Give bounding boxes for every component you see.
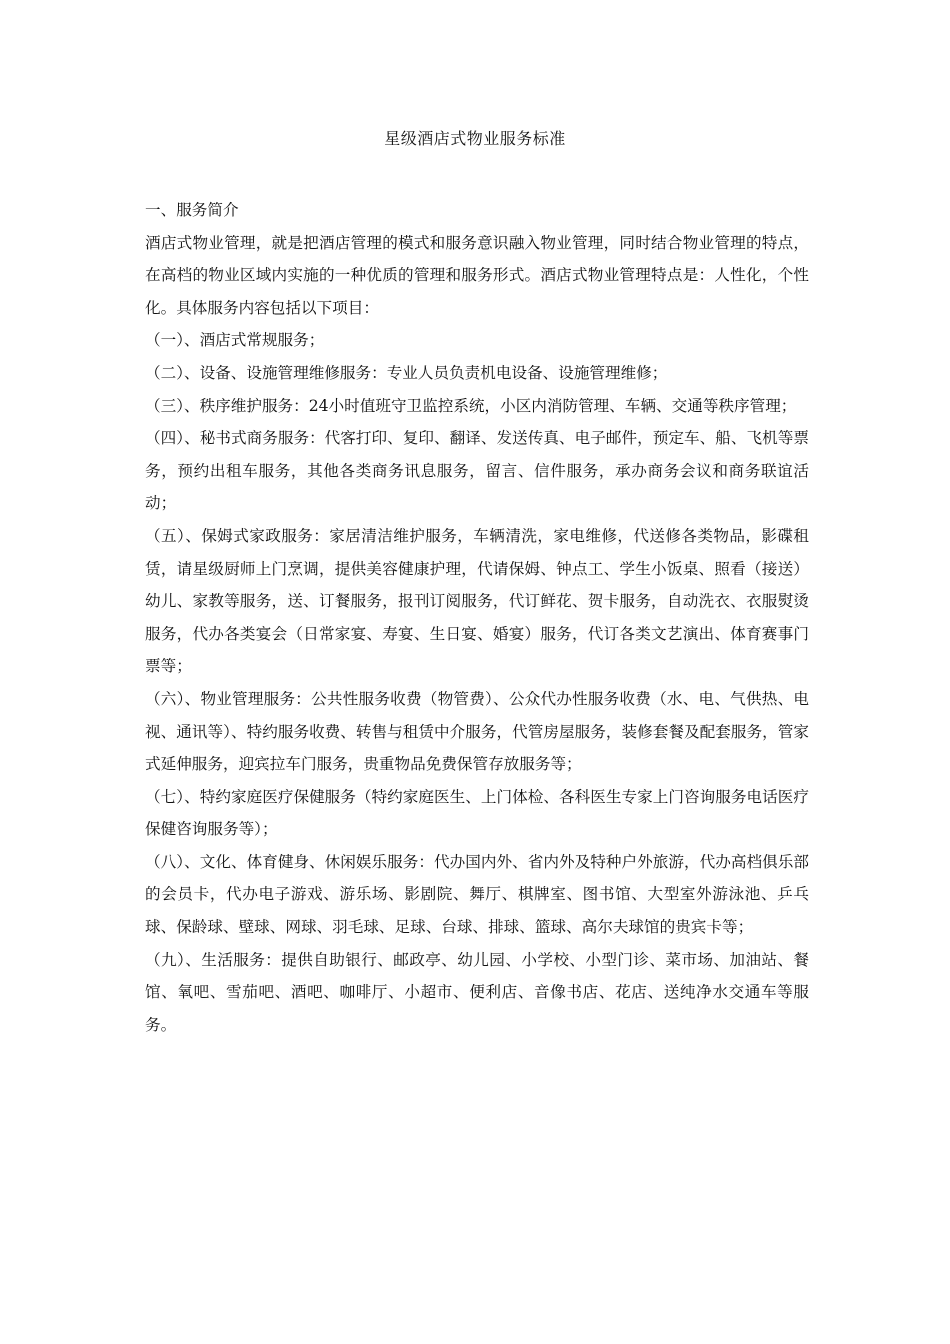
document-title: 星级酒店式物业服务标准: [384, 129, 566, 148]
paragraph-item-8: （八）、文化、体育健身、休闲娱乐服务：代办国内外、省内外及特种户外旅游，代办高档俱乐部的会员卡，代办电子游戏、游乐场、影剧院、舞厅、棋牌室、图书馆、大型室外游泳池、乒乓球、保龄球、壁球、网球、羽毛球、足球、台球、排球、篮球、高尔夫球馆的贵宾卡等；: [145, 852, 809, 937]
paragraph-item-2: （二）、设备、设施管理维修服务：专业人员负责机电设备、设施管理维修；: [145, 363, 668, 382]
paragraph-item-9: （九）、生活服务：提供自助银行、邮政亭、幼儿园、小学校、小型门诊、菜市场、加油站、餐馆、氧吧、雪茄吧、酒吧、咖啡厅、小超市、便利店、音像书店、花店、送纯净水交通车等服务。: [145, 950, 809, 1034]
section-heading: 一、服务简介: [145, 201, 239, 219]
paragraph-item-4: （四）、秘书式商务服务：代客打印、复印、翻译、发送传真、电子邮件，预定车、船、飞机等票务，预约出租车服务，其他各类商务讯息服务，留言、信件服务，承办商务会议和商务联谊活动；: [145, 429, 809, 513]
paragraph-item-5: （五）、保姆式家政服务：家居清洁维护服务，车辆清洗，家电维修，代送修各类物品，影碟租赁，请星级厨师上门烹调，提供美容健康护理，代请保姆、钟点工、学生小饭桌、照看（接送）幼儿、家教等服务，送、订餐服务，报刊订阅服务，代订鲜花、贺卡服务，自动洗衣、衣服熨烫服务，代办各类宴会（日常家宴、寿宴、生日宴、婚宴）服务，代订各类文艺演出、体育赛事门票等；: [145, 526, 809, 676]
paragraph-item-7: （七）、特约家庭医疗保健服务（特约家庭医生、上门体检、各科医生专家上门咨询服务电话医疗保健咨询服务等）；: [145, 787, 809, 839]
document-body: [145, 194, 809, 1041]
paragraph-item-6: （六）、物业管理服务：公共性服务收费（物管费）、公众代办性服务收费（水、电、气供热、电视、通讯等）、特约服务收费、转售与租赁中介服务，代管房屋服务，装修套餐及配套服务，管家式延伸服务，迎宾拉车门服务，贵重物品免费保管存放服务等；: [145, 689, 809, 774]
paragraph-item-3: （三）、秩序维护服务：24小时值班守卫监控系统，小区内消防管理、车辆、交通等秩序管理；: [145, 396, 797, 415]
paragraph-item-1: （一）、酒店式常规服务；: [145, 331, 325, 350]
paragraph-intro: 酒店式物业管理，就是把酒店管理的模式和服务意识融入物业管理，同时结合物业管理的特点，在高档的物业区域内实施的一种优质的管理和服务形式。酒店式物业管理特点是：人性化，个性化。具体服务内容包括以下项目：: [145, 233, 809, 317]
